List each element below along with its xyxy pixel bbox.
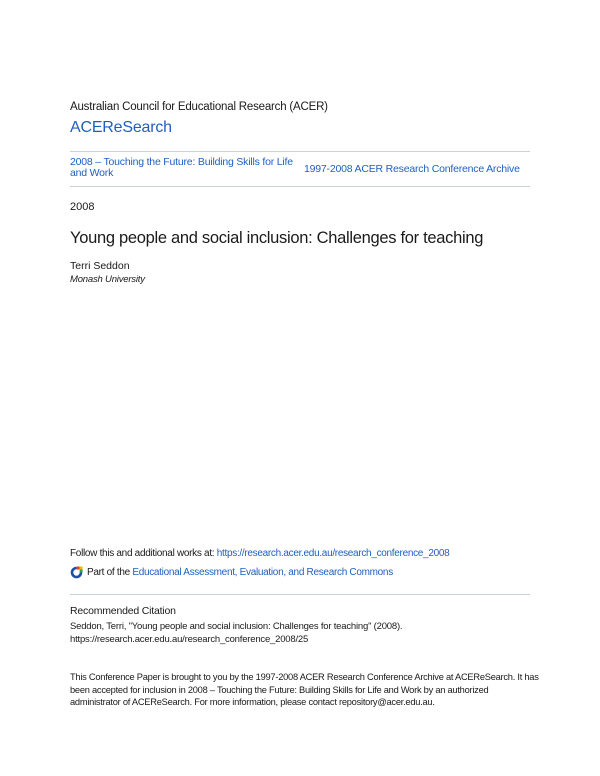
publication-year: 2008 xyxy=(70,201,95,213)
author-affiliation: Monash University xyxy=(70,274,145,285)
footer-notice: This Conference Paper is brought to you by the 1997-2008 ACER Research Conference Archive at ACEReSearch. It has been accepted for inclusion in 2008 – Touching the Future: Building Skills for Life and Work by an authorized administrator of ACEReSearch. For more information, please contact repository@acer.edu.au. xyxy=(70,672,539,707)
network-commons-icon xyxy=(70,566,83,579)
follow-line xyxy=(70,548,449,559)
citation-reference: Seddon, Terri, "Young people and social inclusion: Challenges for teaching" (2008). xyxy=(70,621,403,632)
paper-title: Young people and social inclusion: Challenges for teaching xyxy=(70,229,484,247)
commons-link[interactable]: Educational Assessment, Evaluation, and Research Commons xyxy=(132,567,393,578)
collections-divider xyxy=(70,186,530,187)
citation-heading: Recommended Citation xyxy=(70,605,176,617)
follow-label: Follow this and additional works at: xyxy=(70,548,217,559)
collection-link-2008[interactable]: 2008 – Touching the Future: Building Skills for Life and Work xyxy=(70,156,293,179)
part-of-line xyxy=(70,566,393,579)
repository-link[interactable]: ACEReSearch xyxy=(70,119,172,136)
top-divider xyxy=(70,151,530,152)
collection-link-archive[interactable]: 1997-2008 ACER Research Conference Archive xyxy=(304,163,520,175)
author-name: Terri Seddon xyxy=(70,260,130,272)
follow-url-link[interactable]: https://research.acer.edu.au/research_conference_2008 xyxy=(216,548,450,559)
part-of-label: Part of the xyxy=(87,567,130,578)
organization-name: Australian Council for Educational Research (ACER) xyxy=(70,101,328,113)
citation-divider xyxy=(70,594,530,595)
citation-text xyxy=(70,621,540,646)
citation-url: https://research.acer.edu.au/research_conference_2008/25 xyxy=(70,633,309,645)
